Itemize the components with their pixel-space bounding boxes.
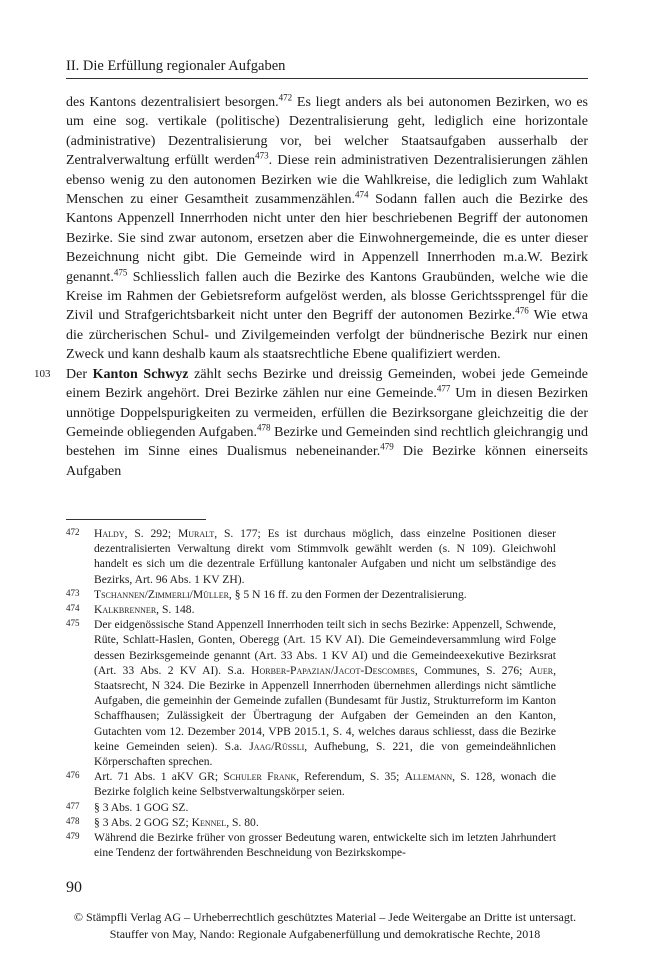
text-run: Schliesslich fallen auch die Bezirke des Kantons Graubünden, welche wie die Kreise im Rahmen der Gebietsreform aufgelöst werden, als blosse Gerichtssprengel für die Zivil und Strafgerichtsbarkeit nicht unter den Begriff der autonomen Bezirke. bbox=[66, 269, 588, 324]
text-run: , § 5 N 16 ff. zu den Formen der Dezentralisierung. bbox=[228, 587, 467, 601]
footnote-text bbox=[94, 602, 556, 617]
footnote-number: 476 bbox=[66, 770, 80, 781]
author-name: Auer bbox=[528, 663, 554, 677]
footnote bbox=[66, 815, 556, 830]
author-name: Jaag/Rüssli bbox=[249, 739, 305, 753]
text-run: , S. 80. bbox=[226, 815, 259, 829]
text-run: . Diese rein administrativen Dezentralisierungen zählen ebenso wenig zu den autonomen Bezirken wie die Wahlkreise, die lediglich zum Wahlakt Menschen zu einer Gesamtheit zusammenzählen. bbox=[66, 153, 588, 208]
paragraph-kanton-schwyz bbox=[66, 365, 588, 481]
footnote-text bbox=[94, 769, 556, 799]
text-run: , Staatsrecht, N 324. Die Bezirke in Appenzell Innerrhoden übernehmen allerdings nicht sämtliche Aufgaben, die gemeinhin der Gemeinde zufallen (Bundesamt für Justiz, Strukturreform im Kanton Schaffhausen; Zulässigkeit der Übertragung der Aufgaben der Gemeinden an den Kanton, Gutachten vom 12. Dezember 2014, VPB 2015.1, S. 4, welches daraus schliesst, dass die Bezirke keine Gemeinden seien). S.a. bbox=[94, 663, 556, 753]
footnote bbox=[66, 602, 556, 617]
text-run: Die Bezirke können einerseits Aufgaben bbox=[66, 444, 588, 479]
copyright-footer bbox=[0, 909, 650, 943]
author-name: Horber-Papazian/Jacot-Descombes bbox=[251, 663, 415, 677]
footnote-separator bbox=[66, 519, 206, 520]
text-run: Der bbox=[66, 366, 93, 382]
author-name: Muralt bbox=[177, 527, 215, 540]
text-run: Während die Bezirke früher von grosser Bedeutung waren, entwickelte sich im letzten Jahrhundert eine Tendenz der fortwährenden Beschneidung von Bezirkskompe- bbox=[94, 831, 556, 860]
footnote-text bbox=[94, 830, 556, 860]
text-run: , S. 128, wonach die Bezirke folglich keine Selbstverwaltungskörper seien. bbox=[94, 770, 557, 799]
text-run: , S. 292; bbox=[124, 527, 178, 540]
footnote-ref: 472 bbox=[278, 92, 293, 103]
text-run: Wie etwa die zürcherischen Schul- und Zivilgemeinden verfolgt der bündnerische Bezirk nur einen Zweck und kann deshalb kaum als staatsrechtliche Ebene qualifiziert werden. bbox=[66, 308, 589, 363]
text-run: , S. 177; Es ist durchaus möglich, dass einzelne Positionen dieser dezentralisierten Verwaltung direkt vom Stimmvolk gewählt werden (s. N 109). Gleichwohl handelt es sich um die dezentrale Erfüllung kantonaler Aufgaben und nicht um selbständige des Bezirks, Art. 96 Abs. 1 KV ZH). bbox=[94, 527, 556, 586]
text-run: Bezirke und Gemeinden sind rechtlich gleichrangig und bestehen im Sinne eines Dualismus nebeneinander. bbox=[66, 424, 588, 460]
footnote bbox=[66, 769, 556, 799]
footnote-text bbox=[94, 587, 556, 602]
page-number: 90 bbox=[66, 879, 82, 896]
text-run: Um in diesen Bezirken unnötige Doppelspurigkeiten zu vermeiden, erfüllen die Bezirksorgane gleichzeitig die der Gemeinde obliegenden Aufgaben. bbox=[66, 386, 588, 440]
text-run: des Kantons dezentralisiert besorgen. bbox=[66, 95, 279, 110]
footnote-ref: 475 bbox=[113, 267, 128, 277]
footnote-ref: 474 bbox=[355, 189, 369, 200]
author-name: Haldy bbox=[94, 527, 125, 540]
author-name: Kennel bbox=[191, 815, 227, 829]
text-run: , Referendum, S. 35; bbox=[296, 770, 405, 784]
text-run: Der eidgenössische Stand Appenzell Innerrhoden teilt sich in sechs Bezirke: Appenzell, Schwende, Rüte, Schlatt-Haslen, Gonten, Oberegg (Art. 15 KV AI). Die Gemeindeversammlung wird Folge dessen Bezirksgemeinde genannt (Art. 33 Abs. 1 KV AI) und die Gemeindeexekutive Bezirksrat (Art. 33 Abs. 2 KV AI). S.a. bbox=[94, 618, 556, 677]
footnote bbox=[66, 800, 556, 815]
margin-number: 103 bbox=[34, 367, 51, 380]
running-header: II. Die Erfüllung regionaler Aufgaben bbox=[66, 58, 588, 79]
footnote-ref: 477 bbox=[436, 383, 451, 394]
footnote-ref: 473 bbox=[255, 150, 269, 161]
copyright-line: © Stämpfli Verlag AG – Urheberrechtlich geschütztes Material – Jede Weitergabe an Dritte ist untersagt. bbox=[73, 910, 577, 924]
footnote-number: 472 bbox=[66, 527, 80, 537]
footnote bbox=[66, 617, 556, 769]
text-run: , Communes, S. 276; bbox=[414, 663, 529, 677]
footnote-text bbox=[94, 617, 556, 769]
footnote-ref: 478 bbox=[257, 422, 271, 433]
text-run: § 3 Abs. 1 GOG SZ. bbox=[94, 800, 189, 814]
author-name: Allemann bbox=[404, 770, 453, 784]
paragraph-103-wrapper bbox=[34, 365, 588, 481]
footnotes bbox=[66, 526, 556, 860]
citation-line: Stauffer von May, Nando: Regionale Aufgabenerfüllung und demokratische Rechte, 2018 bbox=[109, 927, 541, 941]
footnote-number: 479 bbox=[66, 831, 80, 842]
main-text bbox=[34, 92, 589, 481]
footnote bbox=[66, 830, 556, 860]
footnote bbox=[66, 526, 556, 587]
footnote-text bbox=[94, 526, 556, 587]
footnote-number: 474 bbox=[66, 603, 80, 614]
author-name: Kalkbrenner bbox=[94, 603, 157, 617]
paragraph-continued bbox=[66, 93, 588, 365]
footnote-ref: 479 bbox=[380, 441, 394, 452]
text-run: § 3 Abs. 2 GOG SZ; bbox=[94, 815, 192, 829]
footnote-number: 475 bbox=[66, 618, 80, 629]
author-name: Tschannen/Zimmerli/Müller bbox=[94, 587, 229, 601]
footnote-number: 478 bbox=[66, 815, 80, 826]
footnote-ref: 476 bbox=[515, 305, 529, 316]
footnote-number: 477 bbox=[66, 800, 80, 811]
bold-term: Kanton Schwyz bbox=[92, 366, 189, 382]
author-name: Schuler Frank bbox=[223, 770, 297, 784]
text-run: , Aufhebung, S. 221, die von gemeindeähnlichen Körperschaften sprechen. bbox=[94, 739, 556, 769]
footnote-text bbox=[94, 800, 556, 815]
text-run: Es liegt anders als bei autonomen Bezirken, wo es um eine sog. vertikale (politische) Dezentralisierung geht, lediglich eine horizontale (administrative) Dezentralisierung vor, bei welcher Staatsaufgaben ausserhalb der Zentralverwaltung erfüllt werden bbox=[66, 95, 588, 169]
text-run: zählt sechs Bezirke und dreissig Gemeinden, wobei jede Gemeinde einem Bezirk angehört. Drei Bezirke zählen nur eine Gemeinde. bbox=[66, 366, 588, 402]
text-run: Art. 71 Abs. 1 aKV GR; bbox=[94, 770, 224, 784]
footnote-number: 473 bbox=[66, 587, 80, 598]
text-run: Sodann fallen auch die Bezirke des Kantons Appenzell Innerrhoden nicht unter den hier beschriebenen Begriff der autonomen Bezirke. Sie sind zwar autonom, ersetzen aber die Einwohnergemeinde, die es unter dieser Bezeichnung nicht gibt. Die Gemeinde wird in Appenzell Innerrhoden m.a.W. Bezirk genannt. bbox=[66, 192, 589, 285]
footnote-text bbox=[94, 815, 556, 830]
footnote bbox=[66, 587, 556, 602]
text-run: , S. 148. bbox=[156, 603, 195, 617]
